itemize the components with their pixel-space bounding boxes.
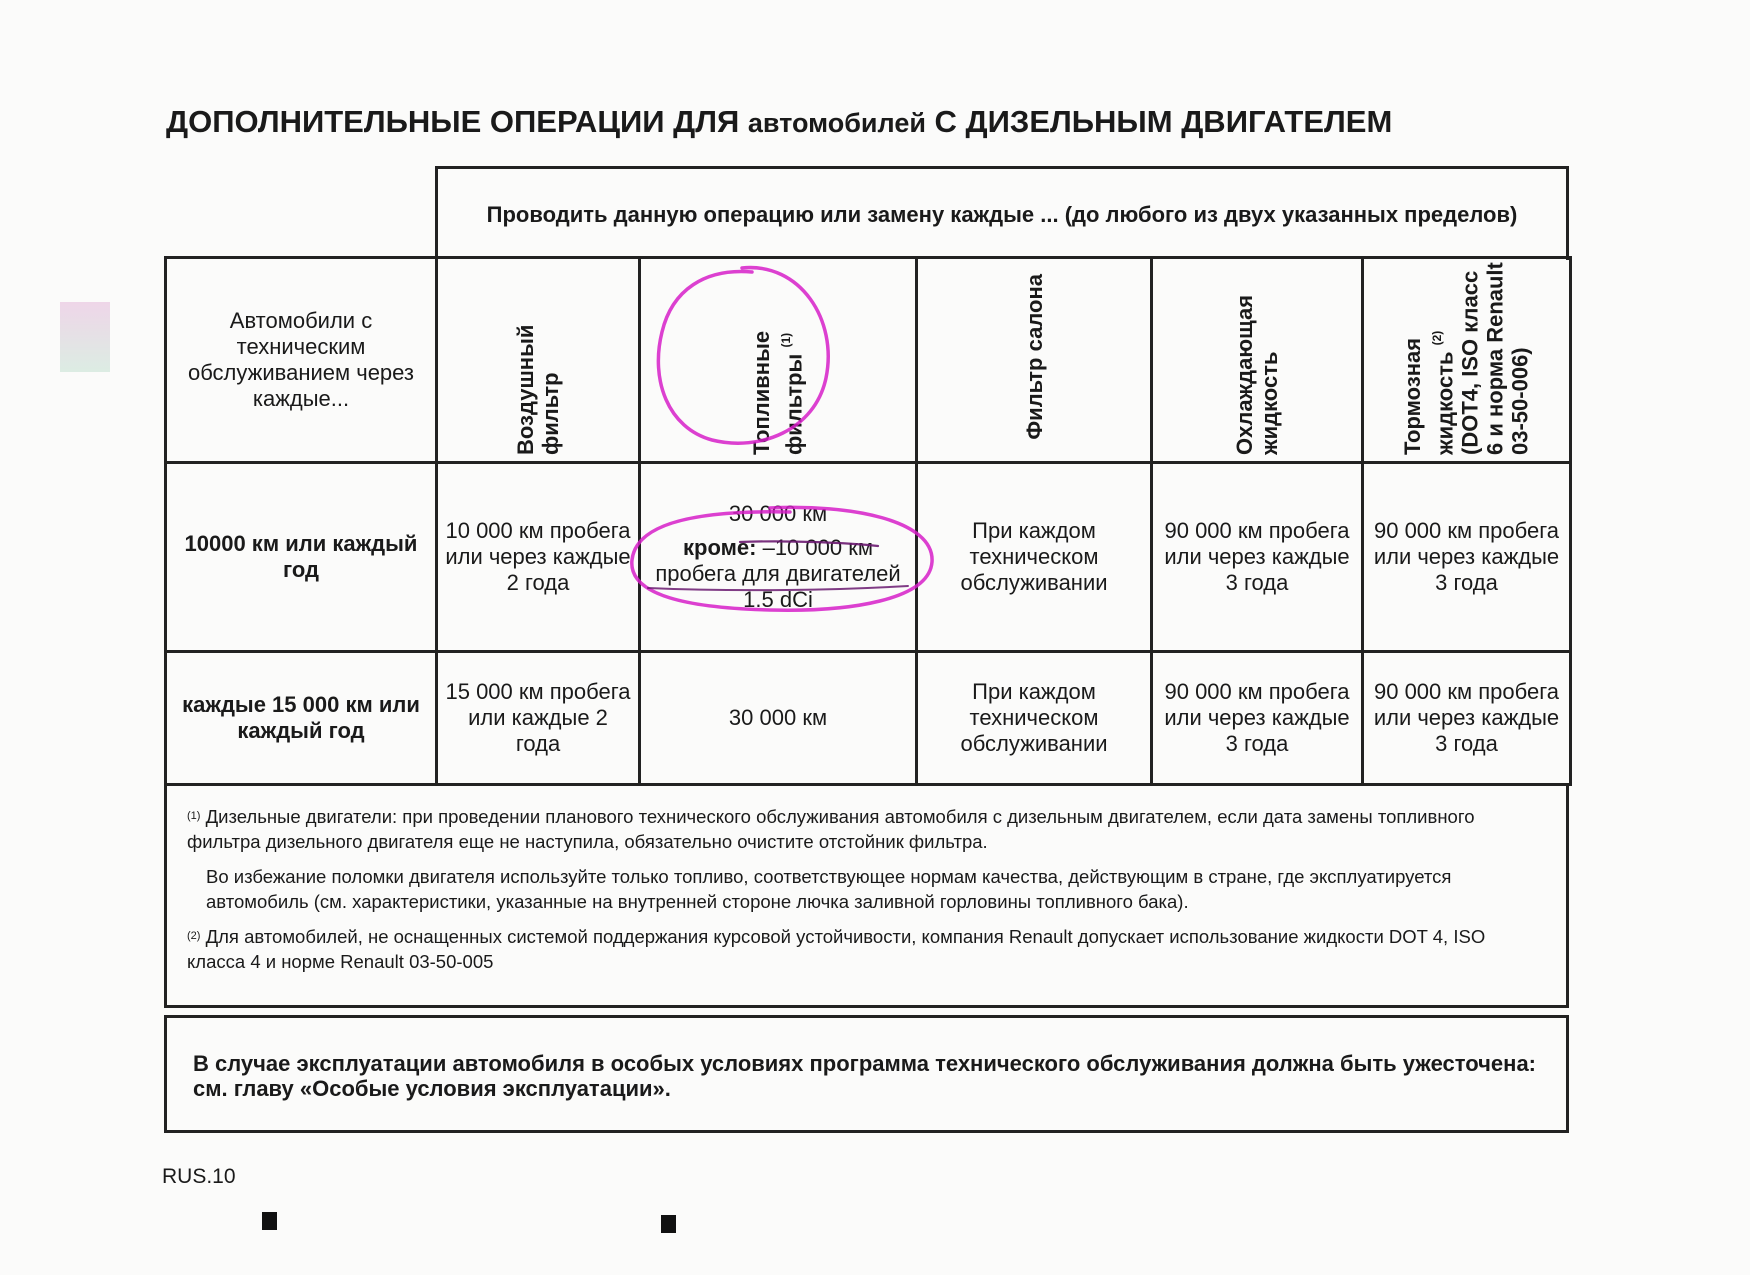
table-cell-fuel xyxy=(640,463,917,652)
footnote-mark: (2) xyxy=(187,930,201,942)
table-cell: При каждом техническом обслуживании xyxy=(917,463,1152,652)
table-row xyxy=(166,463,1571,652)
corner-cell xyxy=(166,258,437,463)
row-label: каждые 15 000 км или каждый год xyxy=(166,651,437,784)
row-label: 10000 км или каждый год xyxy=(166,463,437,652)
footnote-mark: (1) xyxy=(187,810,201,822)
registration-mark xyxy=(262,1212,277,1230)
column-header-air-filter xyxy=(437,258,640,463)
table-cell: 90 000 км пробега или через каждые 3 года xyxy=(1152,651,1363,784)
footnote-2: $^{(2)}$ Для автомобилей, не оснащенных системой поддержания курсовой устойчивости, компания Renault допускает использование жидкости DOT 4, ISO класса 4 и норме Renault 03-50-005 xyxy=(187,926,1486,972)
table-row xyxy=(166,651,1571,784)
table-cell: 90 000 км пробега или через каждые 3 года xyxy=(1152,463,1363,652)
column-header-label: Воздушный фильтр xyxy=(513,324,563,455)
interval-header xyxy=(435,166,1569,260)
footnotes xyxy=(164,786,1569,1008)
corner-label: Автомобили с техническим обслуживанием через каждые... xyxy=(187,308,415,411)
fuel-exception: кроме: –10 000 км пробега для двигателей 1.5 dCi xyxy=(655,534,901,612)
table-cell: 10 000 км пробега или через каждые 2 года xyxy=(437,463,640,652)
column-header-label: Топливные фильтры $^{(1)}$ xyxy=(749,330,807,455)
column-header-brake-fluid xyxy=(1363,258,1571,463)
column-header-coolant xyxy=(1152,258,1363,463)
table-cell: 90 000 км пробега или через каждые 3 года xyxy=(1363,651,1571,784)
table-cell: 15 000 км пробега или каждые 2 года xyxy=(437,651,640,784)
column-header-label: Тормозная жидкость $^{(2)}$ (DOT4, ISO класс 6 и норма Renault 03-50-006) xyxy=(1400,262,1533,455)
registration-mark xyxy=(661,1215,676,1233)
special-conditions-notice: В случае эксплуатации автомобиля в особых условиях программа технического обслуживания должна быть ужесточена: см. главу «Особые условия эксплуатации». xyxy=(164,1015,1569,1133)
table-header-row xyxy=(166,258,1571,463)
table-cell: При каждом техническом обслуживании xyxy=(917,651,1152,784)
column-header-fuel-filters xyxy=(640,258,917,463)
maintenance-table xyxy=(164,256,1572,786)
page-number: RUS.10 xyxy=(162,1165,236,1188)
fuel-interval: 30 000 км xyxy=(728,500,828,526)
column-header-label: Фильтр салона xyxy=(1021,274,1047,440)
column-header-cabin-filter xyxy=(917,258,1152,463)
interval-header-text: Проводить данную операцию или замену каждые ... (до любого из двух указанных пределов) xyxy=(486,201,1518,227)
column-header-label: Охлаждающая жидкость xyxy=(1232,294,1282,455)
footnote-1: $^{(1)}$ Дизельные двигатели: при проведении планового технического обслуживания автомобиля с дизельным двигателем, если дата замены топливного фильтра дизельного двигателя еще не наступила, обязательно очистите отстойник фильтра. xyxy=(187,806,1475,852)
footnote-1-extra: Во избежание поломки двигателя используйте только топливо, соответствующее нормам качества, действующим в стране, где эксплуатируется автомобиль (см. характеристики, указанные на внутренней стороне лючка заливной горловины топливного бака). xyxy=(206,866,1452,912)
table-cell: 90 000 км пробега или через каждые 3 года xyxy=(1363,463,1571,652)
paper-stain xyxy=(60,302,110,372)
table-cell: 30 000 км xyxy=(640,651,917,784)
page-title: ДОПОЛНИТЕЛЬНЫЕ ОПЕРАЦИИ ДЛЯ автомобилей С ДИЗЕЛЬНЫМ ДВИГАТЕЛЕМ xyxy=(166,104,1393,139)
